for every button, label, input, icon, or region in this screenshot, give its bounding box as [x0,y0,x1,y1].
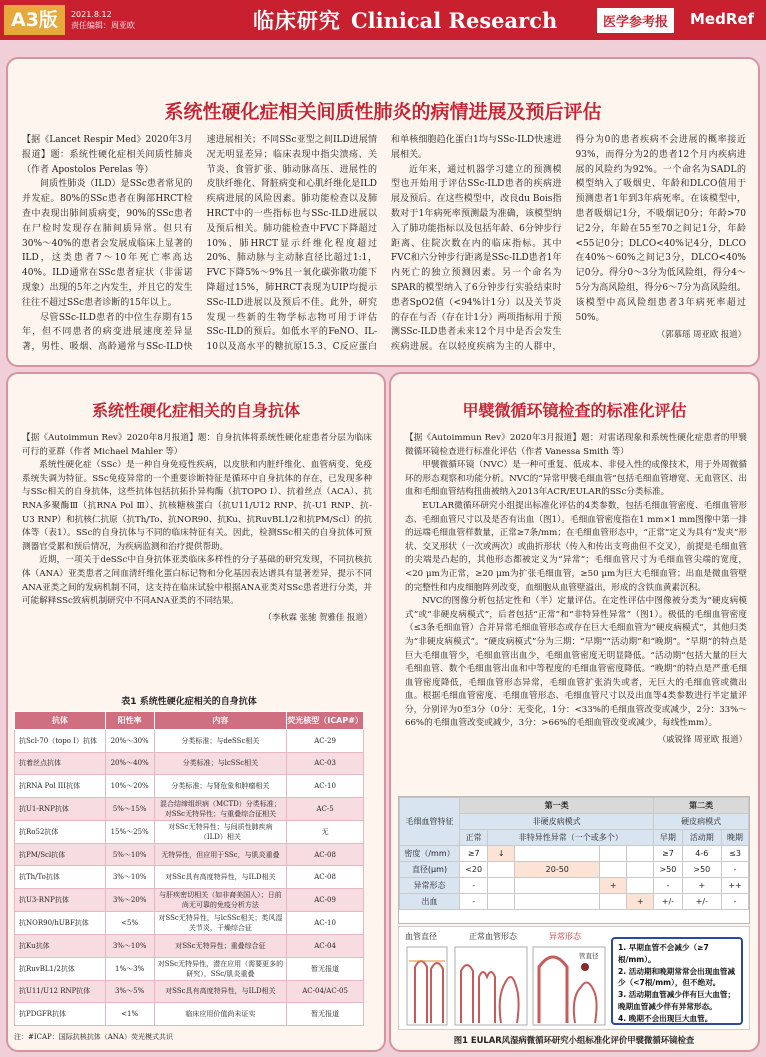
figure-label-density: 血管直径 [405,932,437,941]
table1-note: 注：#ICAP：国际抗核抗体（ANA）荧光模式共识 [14,1033,173,1041]
table-cell: 20%～30% [105,730,154,753]
nvc-cell [627,878,654,894]
table-cell: 对SSc具有高度特异性，与ILD相关 [154,866,287,889]
table-cell: 抗Scl-70（topo I）抗体 [15,730,106,753]
table-row [15,730,364,753]
nvc-cell: 20-50 [515,862,600,878]
figure-label-diameter: 管直径 [579,952,599,960]
article-ild-byline: （郭慕瑶 周亚欧 报道） [656,329,746,340]
table-cell: 抗Th/To抗体 [15,866,106,889]
nvc-row-label: 异常形态 [400,878,460,894]
nvc-row-label: 直径(μm) [400,862,460,878]
table-cell: 3%～20% [105,888,154,911]
nvc-active: 活动期 [682,830,722,846]
issue-editor: 责任编辑：周亚欧 [70,21,135,30]
nvc-non-ssc: 非硬皮病模式 [460,814,654,830]
table-cell: <5% [105,911,154,934]
table-cell: 分类标准；与肾危象和肿瘤相关 [154,775,287,798]
table-cell: 对SSc无特异性，潜在应用（需要更多的研究），SSc/肌炎重叠 [154,957,287,980]
nvc-cell: ++ [722,878,749,894]
table-row [15,934,364,957]
nvc-late: 晚期 [722,830,749,846]
nvc-cell: - [654,878,682,894]
article-autoantibody-byline: （李秋霖 张驰 贺雅佳 报道） [263,611,372,622]
article-ild-para: 【据《Lancet Respir Med》2020年3月报道】题：系统性硬化症相关间质性肺炎（作者 Apostolos Perelas 等） [22,135,193,175]
column-title-en: Clinical Research [350,7,558,33]
table-cell: AC-10 [287,911,364,934]
article-autoantibody-para: 【据《Autoimmun Rev》2020年8月报道】题：自身抗体将系统性硬化症患者分层为临床可行的亚群（作者 Michael Mahler 等） [22,433,372,457]
nvc-row-header: 毛细血管特征 [400,798,460,846]
table-cell: <1% [105,1003,154,1026]
nvc-row [400,862,749,878]
autoantibody-table [14,711,364,1026]
table-cell: 抗着丝点抗体 [15,752,106,775]
figure-label-normal: 正常血管形态 [469,932,517,941]
figure-legend [611,937,743,1025]
table1-title: 表1 系统性硬化症相关的自身抗体 [121,697,257,707]
table-row [15,843,364,866]
table-cell: 对SSc无特异性，与lcSSc相关；类风湿关节炎，干燥综合征 [154,911,287,934]
table-cell: 对SSc具有高度特异性，与ILD相关 [154,980,287,1003]
column-title-cn: 临床研究 [252,9,341,33]
table-row [15,911,364,934]
nvc-cell [515,878,600,894]
article-nvc-byline: （戚锐锋 周亚欧 报道） [657,734,747,745]
table-cell: 20%～40% [105,752,154,775]
table-cell: AC-03 [287,752,364,775]
nvc-cell: +/- [682,894,722,910]
article-autoantibody-para: 近期，一项关于deSSc中自身抗体亚类临床多样性的分子基础的研究发现，不同抗核抗体（ANA）亚类患者之间血清纤维化蛋白标记物和分化基因表达谱具有显著差异，提示不同ANA亚类之间的发病机制不同，这支持在临床试验中根据ANA亚类对SSc患者进行分类，并可能解释SSc致病机制研究中不同ANA亚类的不同结果。 [22,555,372,607]
nvc-cell: - [460,878,488,894]
table-row [15,797,364,820]
nvc-cell [515,894,600,910]
table-cell: 抗Ro52抗体 [15,820,106,843]
nvc-cell [488,894,515,910]
article-nvc-title: 甲襞微循环镜检查的标准化评估 [462,401,687,420]
figure-legend-item: 2. 活动期和晚期常常会出现血管减少（<7根/mm），但不绝对。 [618,966,736,988]
nvc-table [399,797,749,910]
table-cell: 暂无报道 [287,957,364,980]
capillary-diagram [399,927,609,1031]
nvc-row-label: 密度（/mm） [400,846,460,862]
nvc-cell [627,846,654,862]
article-ild-body [22,133,746,359]
nvc-criteria-table [398,796,750,924]
nvc-cell: ≤3 [722,846,749,862]
nvc-cell: + [600,878,627,894]
table-cell: 10%～20% [105,775,154,798]
table-cell: 15%～25% [105,820,154,843]
nvc-normal: 正常 [460,830,488,846]
table-row [15,775,364,798]
nvc-early: 早期 [654,830,682,846]
nvc-row [400,894,749,910]
table-cell: 无 [287,820,364,843]
table-cell: AC-09 [287,888,364,911]
autoantibody-table-body [15,730,364,1026]
nvc-cat2: 第二类 [654,798,749,814]
nvc-nonspecific: 非特异性异常（一个或多个） [488,830,654,846]
nvc-cell [488,862,515,878]
nvc-ssc: 硬皮病模式 [654,814,749,830]
nvc-cell: <20 [460,862,488,878]
article-autoantibody-body [22,432,372,624]
nvc-row [400,846,749,862]
nvc-cell [488,878,515,894]
table-cell: AC-08 [287,843,364,866]
nvc-row-label: 出血 [400,894,460,910]
article-nvc-body [405,432,747,747]
nvc-cell [600,894,627,910]
figure-legend-item: 1. 早期血管不会减少（≥7根/mm）。 [618,943,709,964]
article-ild-para: 近年来，通过机器学习建立的预测模型也开始用于评估SSc-ILD患者的疾病进展及预后。在这些模型中，改良du Bois指数对于1年病死率预测最为准确，该模型纳入了肺功能指标以及包括年龄、6分钟步行距离、住院次数在内的临床指标。其中FVC和六分钟步行距离是SSc-ILD患者1年内死亡的独立预测因素。另一个命名为SPAR的模型纳入了6分钟步行实验结束时患者SpO2值（<94%计1分）以及关节炎的存在与否（存在计1分）两项指标用于预测SSc-ILD患者未来12个月中是否会发生疾病进展。在以轻度疾病为主的人群中，得分为0的患者疾病不会进展的概率接近93%，而得分为2的患者12个月内疾病进展的风险约为92%。一个命名为SADL的模型纳入了吸烟史、年龄和DLCO值用于预测患者1年到3年病死率。在该模型中，患者吸烟记1分，不吸烟记0分；年龄>70记2分，年龄在55至70之间记1分，年龄<55记0分；DLCO<40%记4分，DLCO在40%～60%之间记3分，DLCO<40%记0分。得分0～3分为低风险组，得分4～5分为高风险组，得分6～7分为高风险组。该模型中高风险组患者3年病死率超过50%。 [391,135,746,353]
table-cell: 临床应用价值尚未证实 [154,1003,287,1026]
figure-legend-item: 4. 晚期不会出现巨大血管。 [618,1013,713,1023]
table-cell: AC-5 [287,797,364,820]
nvc-cell: >50 [654,862,682,878]
issue-date: 2021.8.12 [70,10,112,19]
nvc-cell: ≥7 [460,846,488,862]
nvc-cell: - [722,862,749,878]
table-cell: 抗U3-RNP抗体 [15,888,106,911]
table-cell: 暂无报道 [287,1003,364,1026]
article-autoantibody-title: 系统性硬化症相关的自身抗体 [91,401,300,420]
publication-name-en: MedRef [690,10,755,28]
nvc-figure [398,926,750,1030]
table-cell: AC-04/AC-05 [287,980,364,1003]
nvc-cell: - [722,894,749,910]
table-header-cell: 抗体 [15,712,106,730]
table-row [15,752,364,775]
nvc-cell: - [460,894,488,910]
table-row [15,888,364,911]
nvc-cell: 4-6 [682,846,722,862]
nvc-cell: + [682,878,722,894]
table-header-cell: 内容 [154,712,287,730]
nvc-cell: ≥7 [654,846,682,862]
table-row [15,866,364,889]
table-cell: 5%～15% [105,797,154,820]
table-row [15,1003,364,1026]
article-ild-title: 系统性硬化症相关间质性肺炎的病情进展及预后评估 [164,101,602,123]
table-cell: 抗RNA Pol III抗体 [15,775,106,798]
table-cell: 混合结缔组织病（MCTD）分类标准；对SSc无特异性；与重叠综合征相关 [154,797,287,820]
nvc-row [400,878,749,894]
table-cell: 无特异性，但应用于SSc，与肌炎重叠 [154,843,287,866]
table-row [15,957,364,980]
table-cell: 抗NOR90/hUBF抗体 [15,911,106,934]
article-nvc-para: EULAR微循环研究小组提出标准化评估的4类参数，包括毛细血管密度、毛细血管形态、毛细血管尺寸以及是否有出血（图1）。毛细血管密度指在1 mm×1 mm图像中第一排的远端毛细血管样数量，正常≥7条/mm；在毛细血管形态中，“正常”定义为具有“发夹”形状、交叉形状（一次或两次）或曲折形状（传入和传出支弯曲但不交叉），前提是毛细血管的尖端是凸起的，其他形态都被定义为“异常”；毛细血管尺寸为毛细血管尖端的宽度，<20 μm为正常，≥20 μm为扩张毛细血管，≥50 μm为巨大毛细血管；出血是微血管壁的完整性和内皮细胞阵列改变，血细胞从血管壁溢出，形成的含铁血黄素沉积。 [405,500,747,593]
table-cell: 抗U1-RNP抗体 [15,797,106,820]
nvc-cell: + [627,894,654,910]
table-cell: 分类标准；与lcSSc相关 [154,752,287,775]
issue-meta [71,9,161,31]
table-cell: AC-29 [287,730,364,753]
table-cell: 对SSc无特异性；重叠综合征 [154,934,287,957]
table-cell: 抗RuvBL1/2抗体 [15,957,106,980]
nvc-cell: +/- [654,894,682,910]
nvc-cell [515,846,600,862]
figure-legend-item: 3. 活动期血管减少伴有巨大血管；晚期血管减少伴有异常形态。 [618,990,736,1011]
nvc-cell [627,862,654,878]
table-row [15,980,364,1003]
publication-name-cn: 医学参考报 [597,8,674,33]
table-cell: 1%～3% [105,957,154,980]
table-cell: 5%～10% [105,843,154,866]
nvc-cell [600,846,627,862]
figure-label-abnormal: 异常形态 [549,932,581,941]
article-ild-panel [6,57,760,367]
table-cell: 抗PM/Scl抗体 [15,843,106,866]
section-badge: A3版 [4,5,65,35]
table-cell: 3%～10% [105,934,154,957]
article-nvc-para: NVC的图像分析包括定性和（半）定量评估。在定性评估中图像被分类为“硬皮病模式”或“非硬皮病模式”，后者包括“正常”和“非特异性异常”（图1）。极低的毛细血管密度（≤3条毛细血管）合并异常毛细血管形态或存在巨大毛细血管为“硬皮病模式”，其他归类为“非硬皮病模式”。“硬皮病模式”分为三期：“早期”“活动期”和“晚期”。“早期”的特点是巨大毛细血管少，毛细血管出血少，毛细血管密度无明显降低。“活动期”包括大量的巨大毛细血管、数个毛细血管出血和中等程度的毛细血管密度降低。“晚期”的特点是严重毛细血管密度降低，毛细血管形态异常，毛细血管扩张消失或者，无巨大的毛细血管或微出血。根据毛细血管密度、毛细血管形态、毛细血管尺寸以及出血等4类参数进行半定量评分，分别评为0至3分（0分：无变化，1分：<33%的毛细血管改变或减少，2分：33%～66%的毛细血管改变或减少，3分：>66%的毛细血管改变或减少，每线性mm）。 [405,596,747,729]
article-nvc-para: 甲襞微循环镜（NVC）是一种可重复、低成本、非侵入性的成像技术，用于外周微循环的形态观察和功能分析。NVC的“异常甲襞毛细血管”包括毛细血管增宽、无血管区、出血和毛细血管结构扭曲被纳入2013年ACR/EULAR的SSc分类标准。 [405,460,747,498]
article-nvc-para: 【据《Autoimmun Rev》2020年3月报道】题：对雷诺现象和系统性硬化症患者的甲襞微循环镜检查进行标准化评估（作者 Vanessa Smith 等） [405,433,747,457]
nvc-cat1: 第一类 [460,798,654,814]
table-cell: 抗PDGFR抗体 [15,1003,106,1026]
table-cell: 分类标准；与deSSc相关 [154,730,287,753]
table-header-cell: 荧光核型（ICAP#） [287,712,364,730]
table-cell: 与肝疾密切相关（如非裔美国人）；日前尚无可靠的免疫分析方法 [154,888,287,911]
table-cell: AC-10 [287,775,364,798]
table-header-row [15,712,364,730]
table-header-cell: 阳性率 [105,712,154,730]
article-ild-para: 间质性肺炎（ILD）是SSc患者常见的并发症。80%的SSc患者在胸部HRCT检查中表现出肺间质病变，90%的SSc患者在尸检时发现存在肺间质异常。但只有30%～40%的患者会发展成临床上显著的ILD，这类患者7～10年死亡率高达40%。ILD通常在SSc患者症状（非雷诺现象）出现的5年之内发生，并且它的发生往往不超过SSc患者诊断的15年以上。 [22,179,193,308]
table-cell: 抗Ku抗体 [15,934,106,957]
table-cell: 对SSc无特异性；与间质性肺疾病（ILD）相关 [154,820,287,843]
nvc-cell [600,862,627,878]
header-bar [0,0,766,40]
article-autoantibody-para: 系统性硬化症（SSc）是一种自身免疫性疾病，以皮肤和内脏纤维化、血管病变、免疫系统失调为特征。SSc免疫异常的一个重要诊断特征是循环中自身抗体的存在，已发现多种与SSc相关的自身抗体，这些抗体包括抗拓扑异构酶（抗TOPO I）、抗着丝点（ACA）、抗RNA多聚酶Ⅲ（抗RNA Pol Ⅲ）、抗核糖核蛋白（抗U11/U12 RNP、抗-U1 RNP、抗-U3 RNP）和抗核仁抗原（抗Th/To、抗NOR90、抗Ku、抗RuvBL1/2和抗PM/Scl）的抗体等（表1）。SSc的自身抗体与不同的临床特征有关。因此，检测SSc相关的自身抗体可预测器官受累和预后情况，为疾病监测和治疗提供帮助。 [22,460,372,552]
figure-caption: 图1 EULAR风湿病微循环研究小组标准化评价甲襞微循环镜检查 [453,1035,695,1045]
nvc-cell: >50 [682,862,722,878]
table-cell: AC-04 [287,934,364,957]
table-cell: 3%～10% [105,866,154,889]
table-cell: 抗U11/U12 RNP抗体 [15,980,106,1003]
nvc-cell: ↓ [488,846,515,862]
table-cell: 3%～5% [105,980,154,1003]
table-cell: AC-08 [287,866,364,889]
article-ild-para: 尽管SSc-ILD患者的中位生存期有15年，但不同患者的病变进展速度差异显著，男性、吸烟、高龄通常与SSc-ILD快速进展相关；不同SSc亚型之间ILD进展情况无明显差异；临床表现中指尖溃疡、关节炎、食管扩张、肺动脉高压、进展性的皮肤纤维化、肾脏病变和心肌纤维化是ILD疾病进展的风险因素。肺功能检查以及肺HRCT中的一些指标也与SSc-ILD进展以及预后相关。肺功能检查中FVC下降超过10%、肺HRCT显示纤维化程度超过20%、肺动脉与主动脉直径比超过1:1，FVC下降5%～9%且一氧化碳弥散功能下降超过15%，肺HRCT表现为UIP均提示SSc-ILD进展以及预后不佳。此外，研究发现一些新的生物学标志物可用于评估SSc-ILD的预后。如低水平的FeNO、IL-10以及高水平的糖抗原15.3、C反应蛋白和单核细胞趋化蛋白1均与SSc-ILD快速进展相关。 [22,135,562,353]
table-row [15,820,364,843]
